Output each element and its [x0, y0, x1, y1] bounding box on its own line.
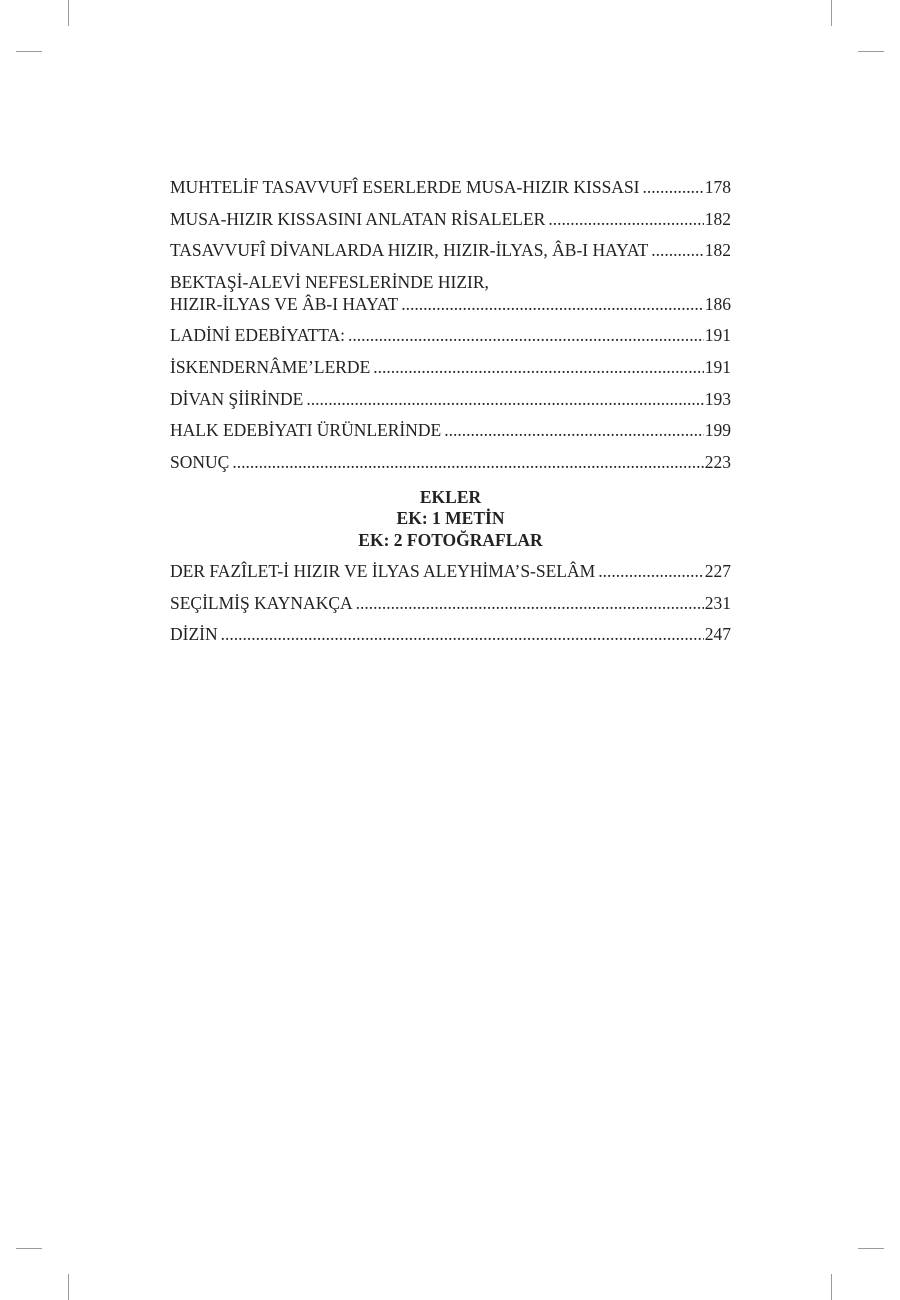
toc-entry-title: MUHTELİF TASAVVUFÎ ESERLERDE MUSA-HIZIR KISSASI: [170, 177, 640, 197]
toc-entry-title: LADİNİ EDEBİYATTA:: [170, 325, 346, 346]
dot-leader: [356, 592, 704, 614]
toc-entry: [170, 208, 731, 230]
crop-mark-bottom-right-horizontal: [858, 1248, 884, 1249]
toc-entry: [170, 271, 731, 315]
toc-entry-title: İSKENDERNÂME’LERDE: [170, 356, 371, 377]
toc-entry: [170, 176, 731, 198]
toc-entry-page: 191: [704, 356, 731, 377]
dot-leader: [221, 623, 704, 645]
toc-entry-page: 186: [704, 293, 731, 314]
toc-entry-page: 191: [704, 325, 731, 346]
appendix-heading: EK: 2 FOTOĞRAFLAR: [358, 529, 543, 550]
crop-mark-bottom-left-horizontal: [16, 1248, 42, 1249]
toc-entry-page: 193: [704, 388, 731, 409]
toc-entry-title: HALK EDEBİYATI ÜRÜNLERİNDE: [170, 420, 442, 441]
toc-entry: [170, 356, 731, 378]
dot-leader: [401, 293, 704, 315]
dot-leader: [306, 388, 703, 410]
toc-entry-title: SEÇİLMİŞ KAYNAKÇA: [170, 592, 353, 613]
toc-entry-title: MUSA-HIZIR KISSASINI ANLATAN RİSALELER: [170, 208, 546, 229]
dot-leader: [598, 560, 704, 582]
crop-mark-bottom-right-vertical: [831, 1274, 832, 1300]
toc-entry-page: 178: [704, 177, 731, 197]
toc-entry-title: DER FAZÎLET-İ HIZIR VE İLYAS ALEYHİMA’S-SELÂM: [170, 561, 596, 582]
toc-entry-page: 199: [704, 420, 731, 441]
toc-entry-page: 182: [704, 208, 731, 229]
toc-entry-page: 223: [704, 451, 731, 472]
toc-entry: [170, 560, 731, 582]
toc-entry-title: SONUÇ: [170, 451, 230, 472]
toc-entry: [170, 239, 731, 261]
appendix-heading: EKLER: [419, 486, 482, 507]
toc-entry-page: 247: [704, 624, 731, 645]
crop-mark-bottom-left-vertical: [68, 1274, 69, 1300]
dot-leader: [643, 176, 704, 198]
toc-entry: [170, 419, 731, 441]
toc-entry: [170, 623, 731, 645]
appendix-headings: [170, 487, 731, 552]
dot-leader: [548, 208, 703, 230]
toc-entry: [170, 592, 731, 614]
toc-entry: [170, 451, 731, 473]
toc-entry-title: DİZİN: [170, 624, 218, 645]
crop-mark-top-right-horizontal: [858, 51, 884, 52]
toc-entry-page: 227: [704, 561, 731, 582]
toc-entry-title: TASAVVUFÎ DİVANLARDA HIZIR, HIZIR-İLYAS, ÂB-I HAYAT: [170, 240, 649, 261]
crop-mark-top-left-vertical: [68, 0, 69, 26]
toc-entry: [170, 388, 731, 410]
toc-entry: [170, 324, 731, 346]
crop-mark-top-right-vertical: [831, 0, 832, 26]
dot-leader: [348, 324, 704, 346]
toc-entry-page: 182: [704, 240, 731, 261]
toc-entry-page: 231: [704, 592, 731, 613]
toc-entry-title: HIZIR-İLYAS VE ÂB-I HAYAT: [170, 293, 399, 314]
appendix-heading: EK: 1 METİN: [396, 508, 505, 529]
dot-leader: [651, 239, 703, 261]
toc-entry-title-line1: BEKTAŞİ-ALEVİ NEFESLERİNDE HIZIR,: [170, 271, 489, 292]
toc-entry-title: DİVAN ŞİİRİNDE: [170, 388, 304, 409]
table-of-contents: [170, 176, 731, 655]
crop-mark-top-left-horizontal: [16, 51, 42, 52]
dot-leader: [444, 419, 704, 441]
dot-leader: [232, 451, 703, 473]
dot-leader: [373, 356, 703, 378]
